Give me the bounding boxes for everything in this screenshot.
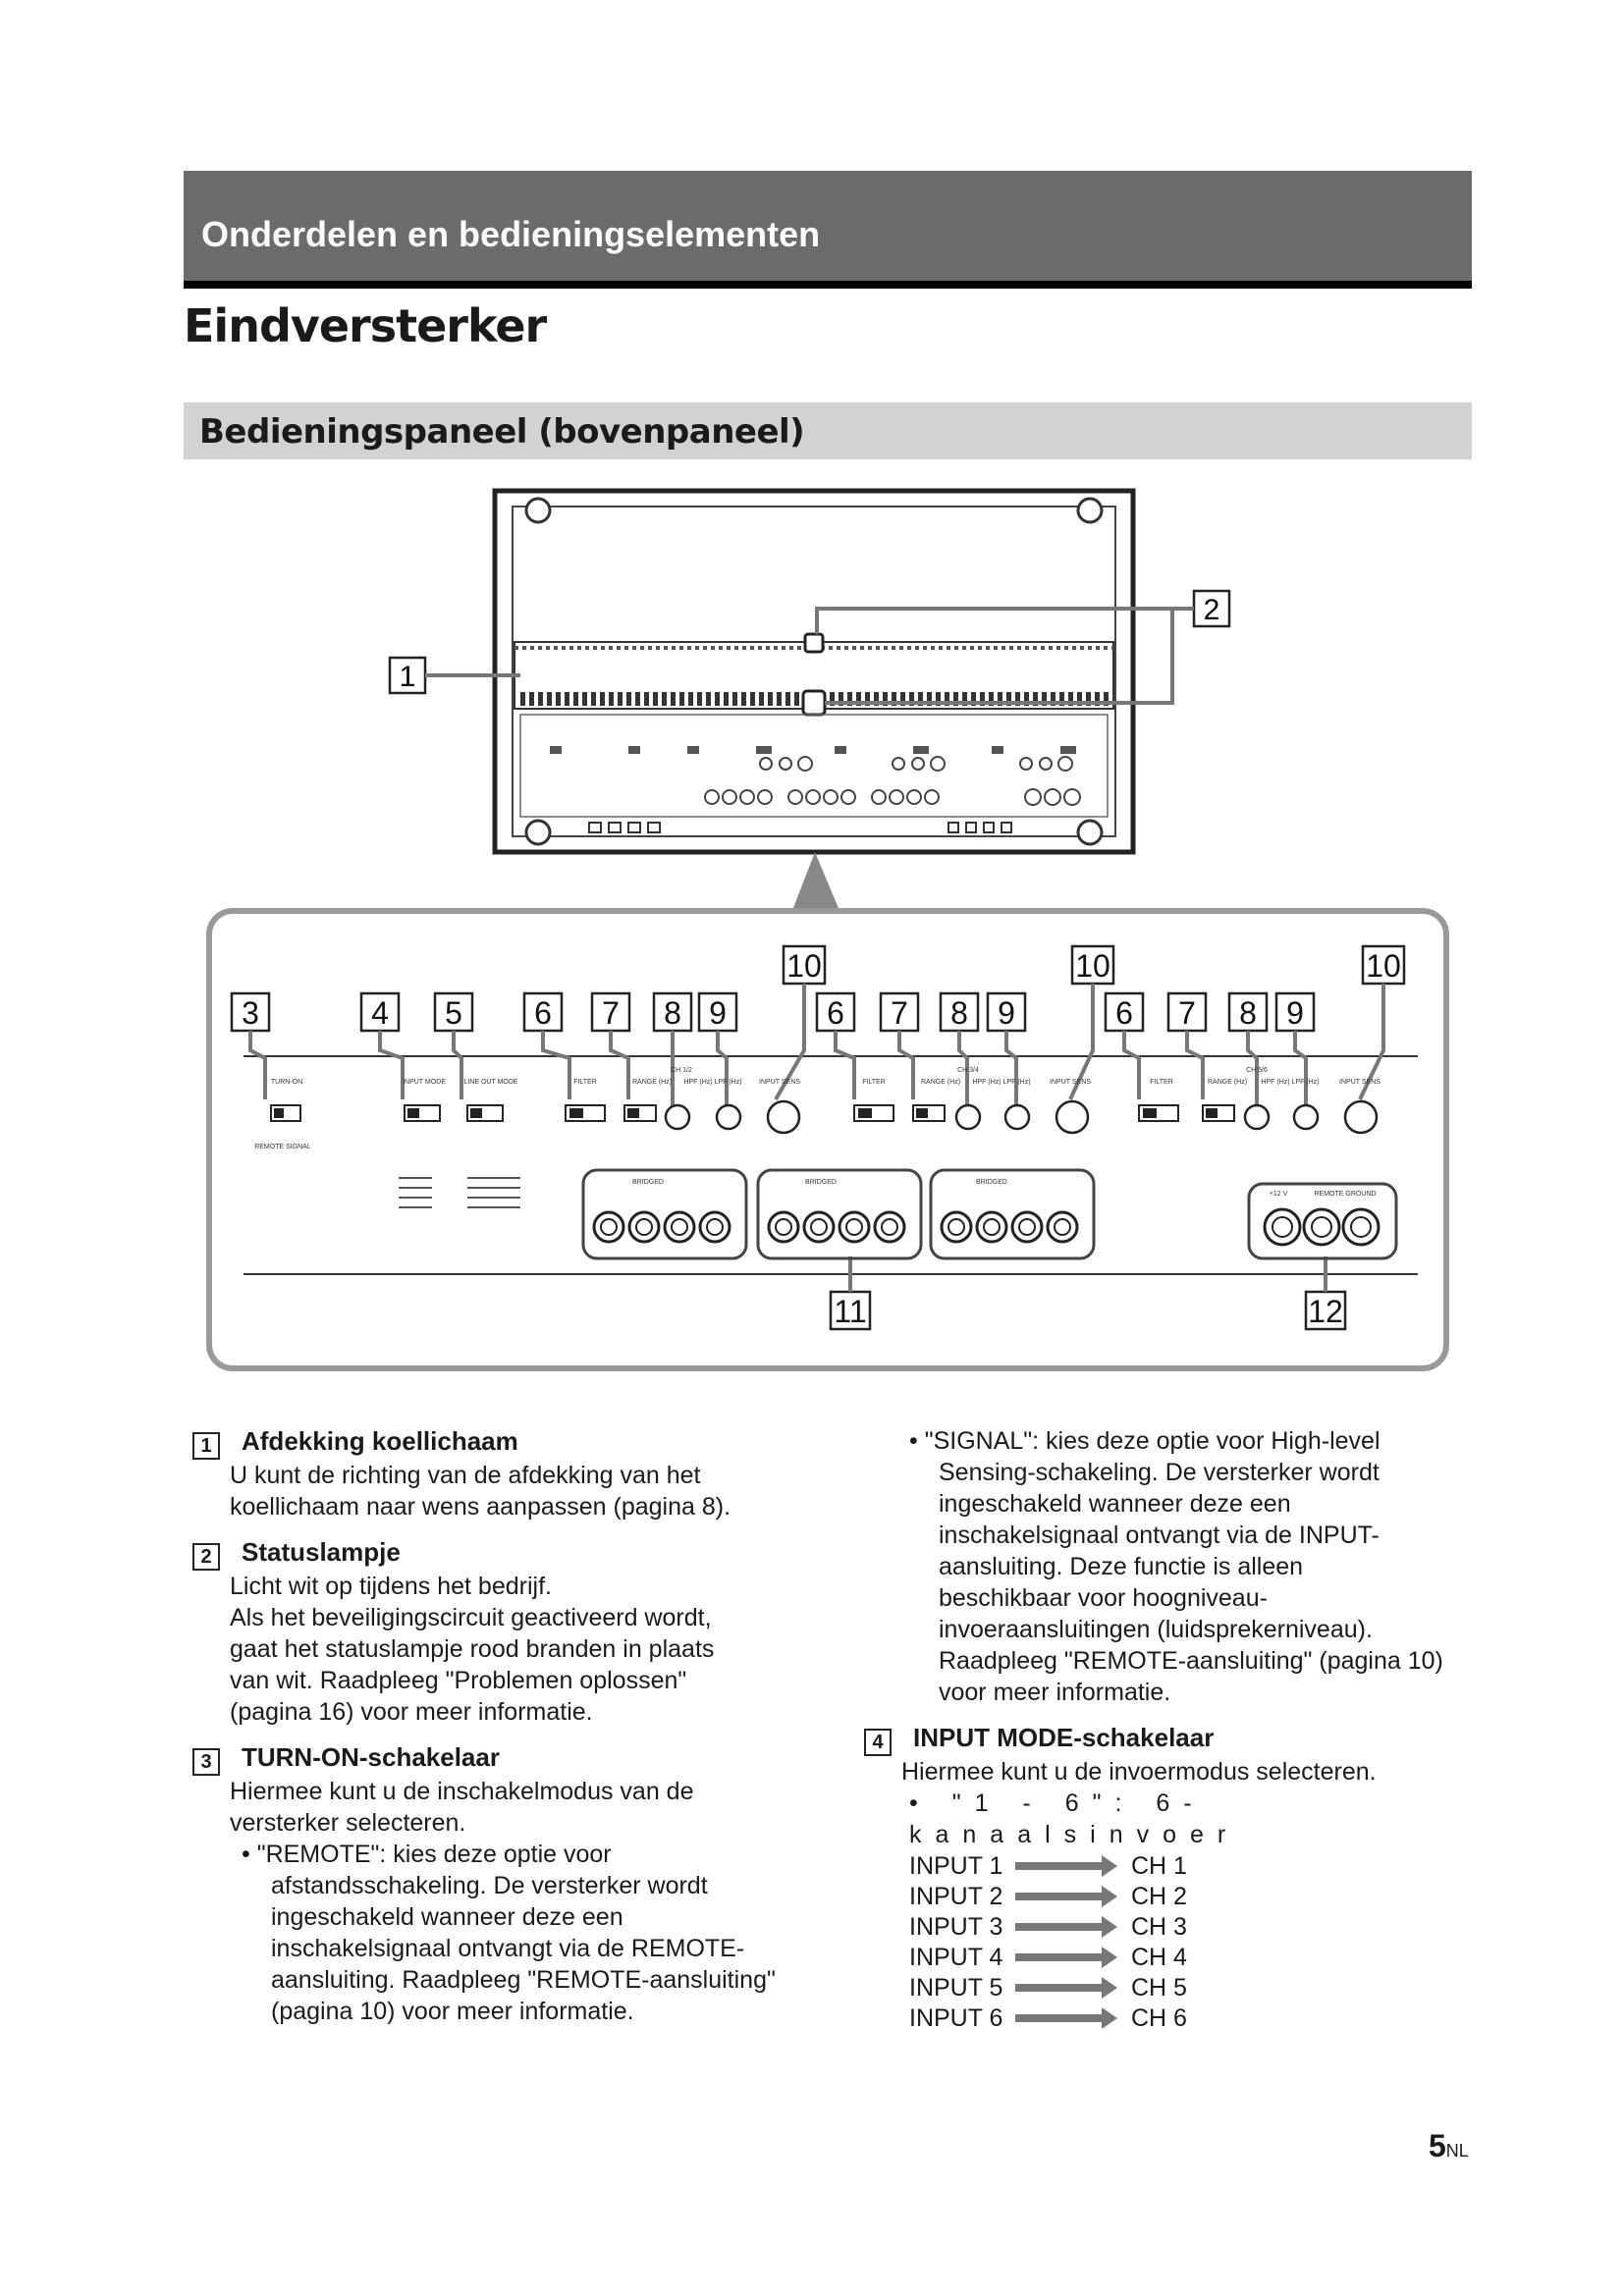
text-line: • "REMOTE": kies deze optie voor <box>242 1841 612 1868</box>
map-output: CH 5 <box>1131 1973 1187 2002</box>
item-3-head <box>192 1741 801 1776</box>
map-input: INPUT 3 <box>909 1912 1003 1941</box>
text-line: aansluiting. Deze functie is alleen <box>939 1553 1304 1580</box>
map-output: CH 6 <box>1131 2003 1187 2032</box>
item-3-title: TURN-ON-schakelaar <box>242 1742 500 1772</box>
item-1-title: Afdekking koellichaam <box>242 1426 518 1456</box>
map-row <box>909 1942 1473 1972</box>
svg-text:8: 8 <box>664 995 681 1031</box>
page-number-value: 5 <box>1429 2128 1446 2163</box>
item-3-text <box>230 1776 801 1839</box>
text-line: voor meer informatie. <box>939 1679 1171 1706</box>
svg-text:10: 10 <box>1075 948 1110 984</box>
item-1-number: 1 <box>192 1432 220 1460</box>
text-line: ingeschakeld wanneer deze een <box>271 1903 623 1931</box>
right-column <box>864 1425 1473 2033</box>
item-2-title: Statuslampje <box>242 1537 401 1567</box>
svg-text:BRIDGED: BRIDGED <box>976 1179 1007 1186</box>
arrow-icon <box>1015 1923 1104 1931</box>
text-line: versterker selecteren. <box>230 1809 466 1837</box>
svg-text:HPF (Hz) LPF (Hz): HPF (Hz) LPF (Hz) <box>1261 1079 1320 1086</box>
svg-text:9: 9 <box>1286 995 1304 1031</box>
arrow-icon <box>1015 1984 1104 1992</box>
map-output: CH 1 <box>1131 1851 1187 1880</box>
callout-1-label: 1 <box>399 661 416 693</box>
svg-text:HPF (Hz) LPF (Hz): HPF (Hz) LPF (Hz) <box>972 1079 1031 1086</box>
svg-text:4: 4 <box>371 995 389 1031</box>
svg-text:FILTER: FILTER <box>1150 1079 1173 1086</box>
svg-text:BRIDGED: BRIDGED <box>632 1179 664 1186</box>
map-input: INPUT 1 <box>909 1851 1003 1880</box>
svg-text:RANGE (Hz): RANGE (Hz) <box>920 1079 961 1086</box>
svg-text:BRIDGED: BRIDGED <box>805 1179 837 1186</box>
svg-text:LINE OUT MODE: LINE OUT MODE <box>463 1079 518 1086</box>
svg-text:7: 7 <box>1178 995 1196 1031</box>
svg-text:CH 3/4: CH 3/4 <box>957 1067 979 1074</box>
section-title: Onderdelen en bedieningselementen <box>201 214 821 254</box>
text-line: beschikbaar voor hoogniveau- <box>939 1584 1268 1612</box>
item-4-text: Hiermee kunt u de invoermodus selecteren. <box>901 1758 1377 1786</box>
arrow-icon <box>1015 1953 1104 1961</box>
turn-on-label: TURN-ON <box>270 1079 303 1086</box>
svg-text:8: 8 <box>950 995 968 1031</box>
svg-text:RANGE (Hz): RANGE (Hz) <box>1207 1079 1248 1086</box>
svg-text:7: 7 <box>602 995 620 1031</box>
amplifier-top-view <box>495 491 1133 852</box>
svg-text:3: 3 <box>242 995 259 1031</box>
text-line: inschakelsignaal ontvangt via de INPUT- <box>939 1522 1380 1549</box>
text-line: ingeschakeld wanneer deze een <box>939 1490 1291 1518</box>
arrow-icon <box>1015 2014 1104 2022</box>
subsection-title: Bedieningspaneel (bovenpaneel) <box>199 412 805 452</box>
svg-text:12: 12 <box>1308 1294 1343 1329</box>
detail-panel <box>209 911 1446 1368</box>
map-row <box>909 1850 1473 1881</box>
text-line: Als het beveiligingscircuit geactiveerd wordt, <box>230 1604 712 1631</box>
callout-2-label: 2 <box>1203 594 1220 626</box>
svg-text:INPUT SENS: INPUT SENS <box>759 1079 800 1086</box>
svg-text:CH 1/2: CH 1/2 <box>671 1067 692 1074</box>
svg-text:CH 5/6: CH 5/6 <box>1246 1067 1268 1074</box>
text-line: • "SIGNAL": kies deze optie voor High-level <box>909 1427 1380 1455</box>
item-2-text <box>230 1571 801 1728</box>
svg-text:6: 6 <box>534 995 552 1031</box>
text-line: (pagina 10) voor meer informatie. <box>271 1998 634 2025</box>
page-title: Eindversterker <box>184 299 547 352</box>
svg-text:FILTER: FILTER <box>573 1079 597 1086</box>
svg-text:10: 10 <box>1366 948 1401 984</box>
signal-bullet <box>909 1425 1473 1708</box>
map-input: INPUT 2 <box>909 1882 1003 1910</box>
svg-text:7: 7 <box>891 995 908 1031</box>
map-output: CH 4 <box>1131 1943 1187 1971</box>
map-row <box>909 1911 1473 1942</box>
map-input: INPUT 6 <box>909 2003 1003 2032</box>
map-row <box>909 1881 1473 1911</box>
svg-text:REMOTE SIGNAL: REMOTE SIGNAL <box>254 1144 311 1150</box>
text-line: Raadpleeg "REMOTE-aansluiting" (pagina 10) <box>939 1647 1443 1675</box>
map-row <box>909 1972 1473 2002</box>
svg-text:INPUT MODE: INPUT MODE <box>403 1079 446 1086</box>
svg-text:8: 8 <box>1239 995 1257 1031</box>
text-line: Sensing-schakeling. De versterker wordt <box>939 1459 1380 1486</box>
item-4-option: • "1 - 6": 6-kanaalsinvoer <box>909 1789 1240 1848</box>
svg-text:INPUT SENS: INPUT SENS <box>1339 1079 1380 1086</box>
item-3-bullet <box>242 1839 801 2027</box>
item-2-head <box>192 1536 801 1571</box>
page-language: NL <box>1445 2141 1469 2161</box>
map-row <box>909 2002 1473 2033</box>
text-line: gaat het statuslampje rood branden in plaats <box>230 1635 715 1663</box>
svg-text:5: 5 <box>445 995 462 1031</box>
svg-text:6: 6 <box>1115 995 1133 1031</box>
item-3-number: 3 <box>192 1748 220 1776</box>
input-channel-map <box>864 1850 1473 2033</box>
svg-text:11: 11 <box>834 1294 867 1329</box>
item-1-text <box>230 1460 801 1522</box>
svg-text:9: 9 <box>709 995 727 1031</box>
text-line: invoeraansluitingen (luidsprekerniveau). <box>939 1616 1373 1643</box>
svg-text:+12 V: +12 V <box>1269 1191 1288 1198</box>
text-line: Licht wit op tijdens het bedrijf. <box>230 1573 552 1600</box>
item-4-number: 4 <box>864 1729 892 1756</box>
text-line: van wit. Raadpleeg "Problemen oplossen" <box>230 1667 687 1694</box>
map-input: INPUT 5 <box>909 1973 1003 2002</box>
text-line: inschakelsignaal ontvangt via de REMOTE- <box>271 1935 745 1962</box>
svg-text:REMOTE GROUND: REMOTE GROUND <box>1314 1191 1377 1198</box>
arrow-icon <box>1015 1862 1104 1870</box>
item-2-number: 2 <box>192 1543 220 1571</box>
item-1-head <box>192 1425 801 1460</box>
map-input: INPUT 4 <box>909 1943 1003 1971</box>
item-4-title: INPUT MODE-schakelaar <box>913 1723 1215 1752</box>
text-line: Hiermee kunt u de inschakelmodus van de <box>230 1778 694 1805</box>
arrow-icon <box>1015 1893 1104 1900</box>
text-line: aansluiting. Raadpleeg "REMOTE-aansluiting" <box>271 1966 776 1994</box>
text-line: koellichaam naar wens aanpassen (pagina 8). <box>230 1493 731 1521</box>
page-number <box>1429 2128 1469 2164</box>
svg-text:6: 6 <box>827 995 844 1031</box>
left-column <box>192 1425 801 2027</box>
svg-text:9: 9 <box>998 995 1015 1031</box>
svg-text:10: 10 <box>786 948 822 984</box>
svg-text:INPUT SENS: INPUT SENS <box>1050 1079 1091 1086</box>
text-line: afstandsschakeling. De versterker wordt <box>271 1872 708 1899</box>
map-output: CH 3 <box>1131 1912 1187 1941</box>
svg-text:RANGE (Hz): RANGE (Hz) <box>631 1079 673 1086</box>
svg-text:HPF (Hz) LPF (Hz): HPF (Hz) LPF (Hz) <box>683 1079 742 1086</box>
text-line: U kunt de richting van de afdekking van het <box>230 1462 701 1489</box>
item-4-head <box>864 1722 1473 1756</box>
map-output: CH 2 <box>1131 1882 1187 1910</box>
text-line: (pagina 16) voor meer informatie. <box>230 1698 593 1726</box>
svg-text:FILTER: FILTER <box>862 1079 886 1086</box>
